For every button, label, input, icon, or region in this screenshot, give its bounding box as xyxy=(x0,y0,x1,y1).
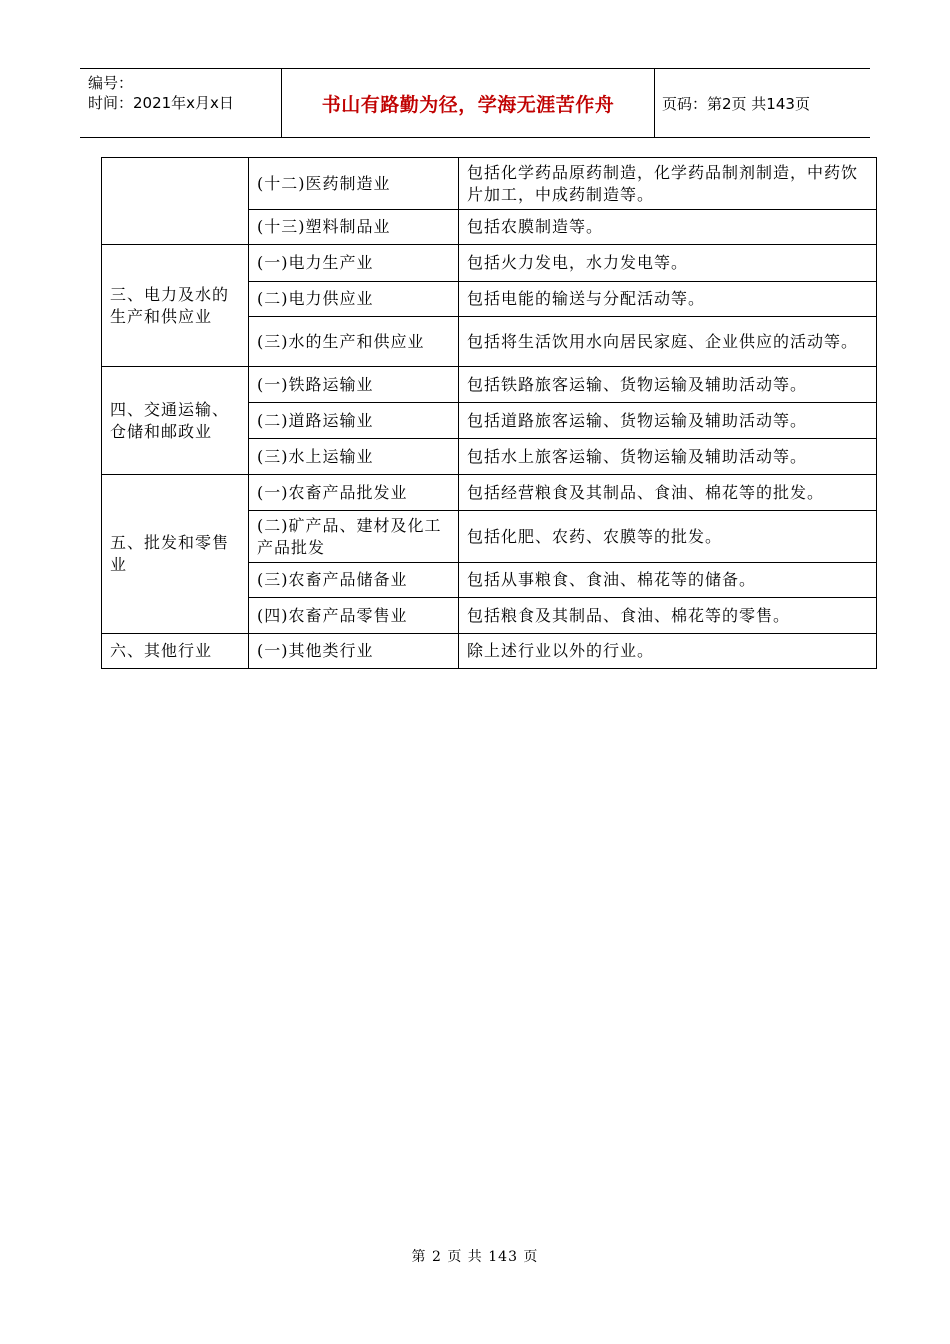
page-header xyxy=(80,68,870,138)
table-row xyxy=(102,475,877,511)
description-cell: 包括化学药品原药制造，化学药品制剂制造，中药饮片加工，中成药制造等。 xyxy=(459,158,877,210)
subcategory-cell: (三)水的生产和供应业 xyxy=(249,317,459,367)
page-footer: 第 2 页 共 143 页 xyxy=(411,1249,539,1265)
description-cell: 包括粮食及其制品、食油、棉花等的零售。 xyxy=(459,598,877,634)
description-cell: 包括道路旅客运输、货物运输及辅助活动等。 xyxy=(459,403,877,439)
document-number-label: 编号： xyxy=(88,74,134,92)
header-page-info: 页码：第2页 共143页 xyxy=(662,94,810,113)
description-cell: 包括从事粮食、食油、棉花等的储备。 xyxy=(459,563,877,598)
table-row xyxy=(102,158,877,210)
category-cell: 四、交通运输、仓储和邮政业 xyxy=(102,367,249,475)
description-cell: 包括水上旅客运输、货物运输及辅助活动等。 xyxy=(459,439,877,475)
category-cell xyxy=(102,158,249,245)
subcategory-cell: (一)电力生产业 xyxy=(249,245,459,282)
subcategory-cell: (二)道路运输业 xyxy=(249,403,459,439)
description-cell: 包括化肥、农药、农膜等的批发。 xyxy=(459,511,877,563)
header-meta xyxy=(88,73,234,113)
table-row xyxy=(102,245,877,282)
table-row xyxy=(102,634,877,669)
description-cell: 包括火力发电，水力发电等。 xyxy=(459,245,877,282)
description-cell: 包括农膜制造等。 xyxy=(459,210,877,245)
subcategory-cell: (三)水上运输业 xyxy=(249,439,459,475)
description-cell: 包括铁路旅客运输、货物运输及辅助活动等。 xyxy=(459,367,877,403)
description-cell: 包括经营粮食及其制品、食油、棉花等的批发。 xyxy=(459,475,877,511)
subcategory-cell: (一)其他类行业 xyxy=(249,634,459,669)
description-cell: 包括将生活饮用水向居民家庭、企业供应的活动等。 xyxy=(459,317,877,367)
category-cell: 六、其他行业 xyxy=(102,634,249,669)
subcategory-cell: (十二)医药制造业 xyxy=(249,158,459,210)
subcategory-cell: (三)农畜产品储备业 xyxy=(249,563,459,598)
category-cell: 三、电力及水的生产和供应业 xyxy=(102,245,249,367)
subcategory-cell: (二)电力供应业 xyxy=(249,282,459,317)
category-cell: 五、批发和零售业 xyxy=(102,475,249,634)
table-row xyxy=(102,367,877,403)
document-time-label: 时间：2021年x月x日 xyxy=(88,94,234,112)
description-cell: 除上述行业以外的行业。 xyxy=(459,634,877,669)
description-cell: 包括电能的输送与分配活动等。 xyxy=(459,282,877,317)
subcategory-cell: (二)矿产品、建材及化工产品批发 xyxy=(249,511,459,563)
subcategory-cell: (十三)塑料制品业 xyxy=(249,210,459,245)
header-divider xyxy=(654,69,655,137)
subcategory-cell: (一)农畜产品批发业 xyxy=(249,475,459,511)
subcategory-cell: (四)农畜产品零售业 xyxy=(249,598,459,634)
header-motto: 书山有路勤为径，学海无涯苦作舟 xyxy=(321,93,615,116)
industry-classification-table xyxy=(101,157,877,669)
subcategory-cell: (一)铁路运输业 xyxy=(249,367,459,403)
